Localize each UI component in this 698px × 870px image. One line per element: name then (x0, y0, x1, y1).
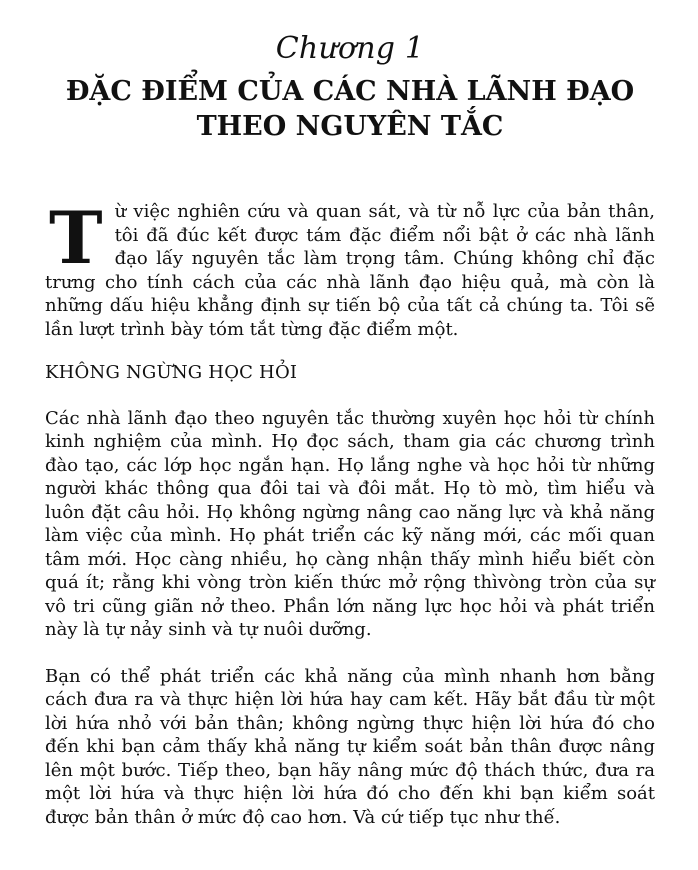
section-heading: KHÔNG NGỪNG HỌC HỎI (45, 362, 298, 383)
body-paragraph: Các nhà lãnh đạo theo nguyên tắc thường xuyên học hỏi từ chính kinh nghiệm của mình. Họ đọc sách, tham gia các chương trình đào tạo, các lớp học ngắn hạn. Họ lắng nghe và học hỏi từ những người khác thông qua đôi tai và đôi mắt. Họ tò mò, tìm hiểu và luôn đặt câu hỏi. Họ không ngừng nâng cao năng lực và khả năng làm việc của mình. Họ phát triển các kỹ năng mới, các mối quan tâm mới. Học càng nhiều, họ càng nhận thấy mình hiểu biết còn quá ít; rằng khi vòng tròn kiến thức mở rộng thìvòng tròn của sự vô tri cũng giãn nở theo. Phần lớn năng lực học hỏi và phát triển này là tự nảy sinh và tự nuôi dưỡng. (45, 407, 655, 640)
chapter-title-line-1: ĐẶC ĐIỂM CỦA CÁC NHÀ LÃNH ĐẠO (65, 76, 635, 107)
intro-paragraph-text: ừ việc nghiên cứu và quan sát, và từ nỗ lực của bản thân, tôi đã đúc kết được tám đặc điểm nổi bật ở các nhà lãnh đạo lấy nguyên tắc làm trọng tâm. Chúng không chỉ đặc trưng cho tính cách của các nhà lãnh đạo hiệu quả, mà còn là những dấu hiệu khẳng định sự tiến bộ của tất cả chúng ta. Tôi sẽ lần lượt trình bày tóm tắt từng đặc điểm một. (45, 201, 655, 340)
chapter-title-line-2: THEO NGUYÊN TẮC (196, 111, 504, 142)
chapter-body (45, 195, 655, 829)
drop-cap-letter: T (49, 195, 103, 280)
chapter-number: Chương 1 (275, 31, 425, 66)
body-paragraph: Bạn có thể phát triển các khả năng của mình nhanh hơn bằng cách đưa ra và thực hiện lời hứa hay cam kết. Hãy bắt đầu từ một lời hứa nhỏ với bản thân; không ngừng thực hiện lời hứa đó cho đến khi bạn cảm thấy khả năng tự kiểm soát bản thân được nâng lên một bước. Tiếp theo, bạn hãy nâng mức độ thách thức, đưa ra một lời hứa và thực hiện lời hứa đó cho đến khi bạn kiểm soát được bản thân ở mức độ cao hơn. Và cứ tiếp tục như thế. (45, 665, 655, 828)
book-page (45, 30, 655, 829)
intro-paragraph (45, 195, 655, 341)
chapter-title (45, 74, 655, 144)
